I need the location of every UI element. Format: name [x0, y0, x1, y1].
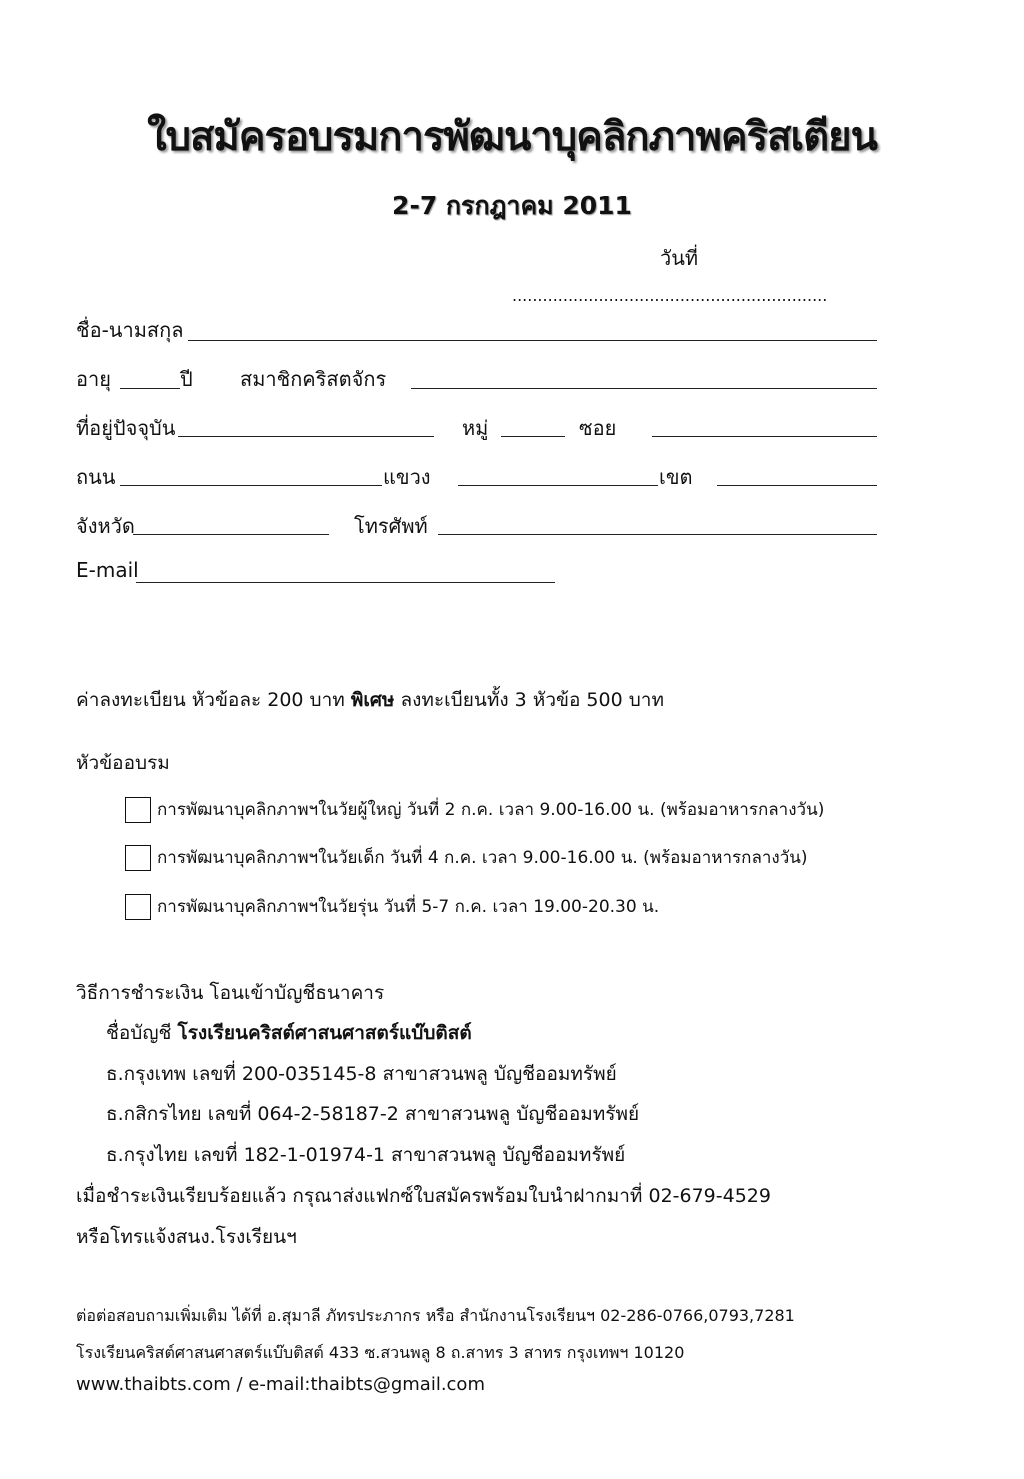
moo-label: หมู่ [462, 416, 489, 440]
moo-field[interactable] [501, 436, 565, 437]
date-label: วันที่ [660, 246, 699, 270]
fee-special: พิเศษ [350, 689, 395, 711]
age-label: อายุ [76, 367, 111, 391]
contact-line-2: โรงเรียนคริสต์ศาสนศาสตร์แบ๊บติสต์ 433 ซ.สวนพลู 8 ถ.สาทร 3 สาทร กรุงเทพฯ 10120 [76, 1343, 685, 1362]
account-name: โรงเรียนคริสต์ศาสนศาสตร์แบ๊บติสต์ [177, 1022, 472, 1044]
account-label: ชื่อบัญชี [106, 1022, 172, 1044]
soi-label: ซอย [579, 416, 617, 440]
phone-field[interactable] [438, 534, 877, 535]
payment-heading: วิธีการชำระเงิน โอนเข้าบัญชีธนาคาร [76, 982, 385, 1004]
account-line [106, 1018, 472, 1048]
road-field[interactable] [120, 485, 382, 486]
fee-text-after: ลงทะเบียนทั้ง 3 หัวข้อ 500 บาท [400, 689, 664, 711]
province-field[interactable] [133, 534, 329, 535]
email-label: E-mail [76, 558, 139, 582]
topic-child-label: การพัฒนาบุคลิกภาพฯในวัยเด็ก วันที่ 4 ก.ค. เวลา 9.00-16.00 น. (พร้อมอาหารกลางวัน) [157, 848, 808, 868]
date-field[interactable]: .............................................................. [512, 286, 828, 305]
email-field[interactable] [136, 582, 555, 583]
payment-note-fax: เมื่อชำระเงินเรียบร้อยแล้ว กรุณาส่งแฟกซ์ใบสมัครพร้อมใบนำฝากมาที่ 02-679-4529 [76, 1185, 771, 1207]
contact-web-email[interactable]: www.thaibts.com / e-mail:thaibts@gmail.com [76, 1374, 485, 1395]
topics-heading: หัวข้ออบรม [76, 752, 170, 774]
khwaeng-field[interactable] [458, 485, 658, 486]
topic-adult-checkbox[interactable] [125, 797, 151, 823]
contact-line-1: ต่อต่อสอบถามเพิ่มเติม ได้ที่ อ.สุมาลี ภัทรประภากร หรือ สำนักงานโรงเรียนฯ 02-286-0766,0793,7281 [76, 1306, 795, 1325]
address-field[interactable] [178, 436, 434, 437]
soi-field[interactable] [652, 436, 877, 437]
payment-note-call: หรือโทรแจ้งสนง.โรงเรียนฯ [76, 1226, 297, 1248]
road-label: ถนน [76, 465, 116, 489]
address-label: ที่อยู่ปัจจุบัน [76, 416, 176, 440]
name-label: ชื่อ-นามสกุล [76, 318, 184, 342]
phone-label: โทรศัพท์ [354, 514, 428, 538]
fee-text-before: ค่าลงทะเบียน หัวข้อละ 200 บาท [76, 689, 345, 711]
year-label: ปี [180, 367, 193, 391]
church-label: สมาชิกคริสตจักร [240, 367, 387, 391]
bank-krungthai: ธ.กรุงไทย เลขที่ 182-1-01974-1 สาขาสวนพลู บัญชีออมทรัพย์ [106, 1144, 626, 1166]
name-field[interactable] [188, 340, 877, 341]
age-field[interactable] [120, 388, 180, 389]
topic-child-checkbox[interactable] [125, 845, 151, 871]
topic-teen-label: การพัฒนาบุคลิกภาพฯในวัยรุ่น วันที่ 5-7 ก.ค. เวลา 19.00-20.30 น. [157, 897, 660, 917]
khet-label: เขต [659, 465, 693, 489]
bank-kasikorn: ธ.กสิกรไทย เลขที่ 064-2-58187-2 สาขาสวนพลู บัญชีออมทรัพย์ [106, 1103, 640, 1125]
khet-field[interactable] [717, 485, 877, 486]
fee-text [76, 685, 664, 715]
page-subtitle: 2-7 กรกฎาคม 2011 [392, 191, 632, 220]
topic-teen-checkbox[interactable] [125, 894, 151, 920]
province-label: จังหวัด [76, 514, 135, 538]
topic-adult-label: การพัฒนาบุคลิกภาพฯในวัยผู้ใหญ่ วันที่ 2 ก.ค. เวลา 9.00-16.00 น. (พร้อมอาหารกลางวัน) [157, 800, 825, 820]
church-field[interactable] [411, 388, 877, 389]
khwaeng-label: แขวง [383, 465, 431, 489]
page-title: ใบสมัครอบรมการพัฒนาบุคลิกภาพคริสเตียน [147, 114, 877, 160]
bank-bangkok: ธ.กรุงเทพ เลขที่ 200-035145-8 สาขาสวนพลู บัญชีออมทรัพย์ [106, 1063, 617, 1085]
